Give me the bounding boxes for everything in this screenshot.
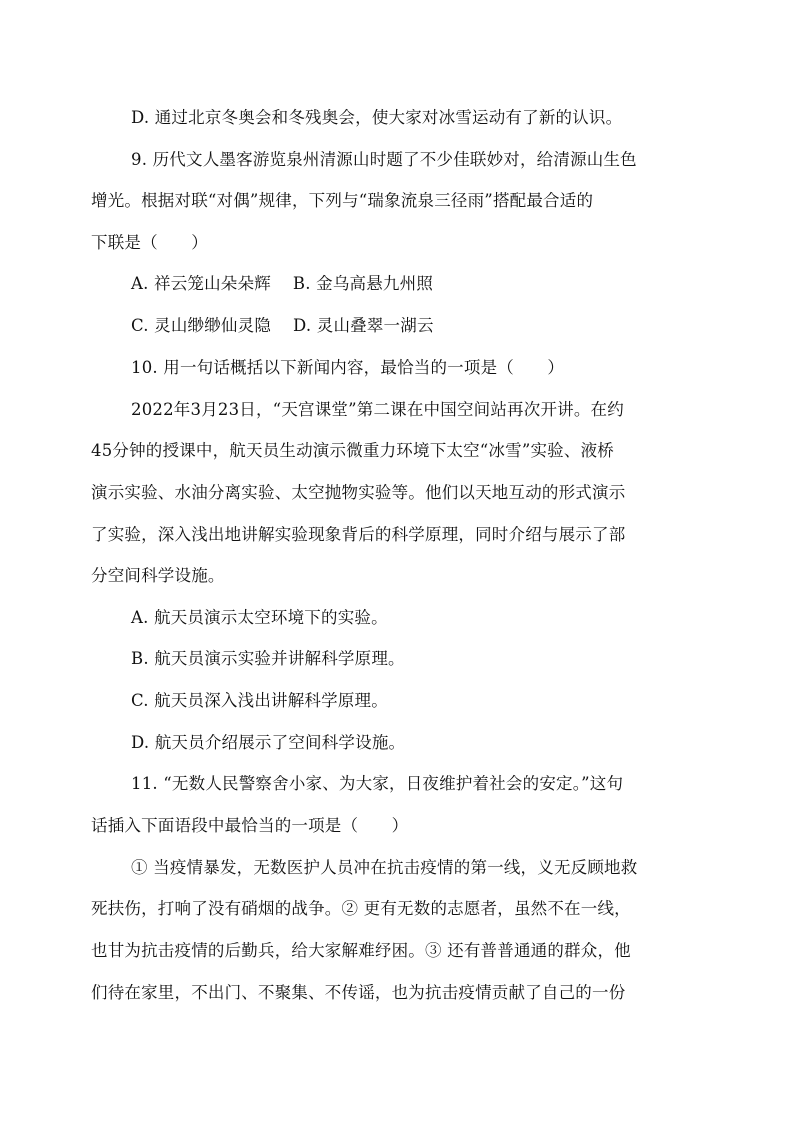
q10-option-a: A. 航天员演示太空环境下的实验。	[131, 608, 388, 627]
q9-stem-line-1: 9. 历代文人墨客游览泉州清源山时题了不少佳联妙对，给清源山生色	[131, 150, 637, 169]
q10-option-d: D. 航天员介绍展示了空间科学设施。	[131, 733, 406, 752]
q9-options-cd	[131, 316, 434, 336]
q11-passage-line-1: ① 当疫情暴发，无数医护人员冲在抗击疫情的第一线，义无反顾地救	[131, 858, 638, 877]
q10-passage-line-3: 演示实验、水油分离实验、太空抛物实验等。他们以天地互动的形式演示	[91, 483, 626, 502]
q11-stem-line-1: 11. “无数人民警察舍小家、为大家，日夜维护着社会的安定。”这句	[131, 774, 624, 793]
q10-option-c: C. 航天员深入浅出讲解科学原理。	[131, 691, 388, 710]
q9-stem-line-3: 下联是（ ）	[91, 233, 208, 252]
q10-option-b: B. 航天员演示实验并讲解科学原理。	[131, 649, 405, 668]
q9-option-b: B. 金乌高悬九州照	[292, 274, 434, 293]
q10-passage-line-5: 分空间科学设施。	[91, 566, 225, 585]
q11-passage-line-2: 死扶伤，打响了没有硝烟的战争。② 更有无数的志愿者，虽然不在一线，	[91, 899, 631, 918]
q10-passage-line-4: 了实验，深入浅出地讲解实验现象背后的科学原理，同时介绍与展示了部	[91, 525, 626, 544]
q9-option-c: C. 灵山缈缈仙灵隐	[131, 316, 272, 335]
q11-stem-line-2: 话插入下面语段中最恰当的一项是（ ）	[91, 816, 409, 835]
q10-stem: 10. 用一句话概括以下新闻内容，最恰当的一项是（ ）	[131, 358, 565, 377]
q9-option-a: A. 祥云笼山朵朵辉	[131, 274, 271, 293]
q10-passage-line-1: 2022年3月23日，“天宫课堂”第二课在中国空间站再次开讲。在约	[131, 400, 624, 419]
q11-passage-line-3: 也甘为抗击疫情的后勤兵，给大家解难纾困。③ 还有普普通通的群众，他	[91, 941, 631, 960]
q9-options-ab	[131, 274, 433, 294]
q10-passage-line-2: 45分钟的授课中，航天员生动演示微重力环境下太空“冰雪”实验、液桥	[91, 441, 614, 460]
q9-option-d: D. 灵山叠翠一湖云	[293, 316, 434, 335]
q11-passage-line-4: 们待在家里，不出门、不聚集、不传谣，也为抗击疫情贡献了自己的一份	[91, 983, 626, 1002]
q8-option-d: D. 通过北京冬奥会和冬残奥会，使大家对冰雪运动有了新的认识。	[131, 108, 623, 127]
q9-stem-line-2: 增光。根据对联“对偶”规律，下列与“瑞象流泉三径雨”搭配最合适的	[91, 191, 594, 210]
